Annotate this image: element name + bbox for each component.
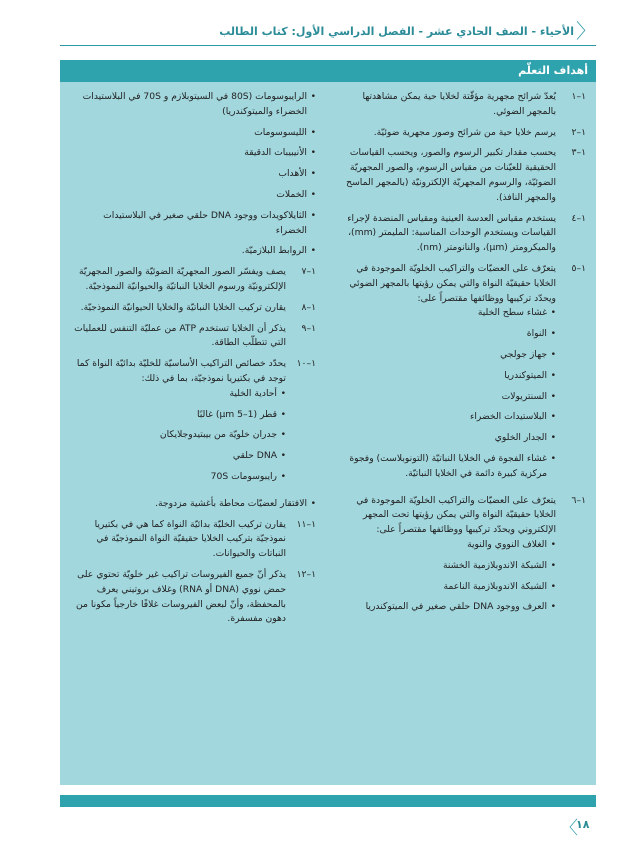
panel-title: أهداف التعلّم [518,64,588,77]
header-divider [60,45,596,46]
list-item: • الأهداب [70,167,316,182]
list-item: • الشبكة الاندوبلازمية الناعمة [336,580,556,595]
objective-number: ١–٢ [571,126,586,138]
objective-number: ١–٨ [301,301,316,313]
list-item: • الأنيبيبات الدقيقة [70,146,316,161]
objective-1-7 [70,265,316,295]
objective-number: ١–٧ [301,266,316,278]
page-header [60,19,596,44]
objective-body [336,494,556,622]
panel-header [60,60,596,82]
objective-text: يحسب مقدار تكبير الرسوم والصور، ويحسب القياسات الحقيقية للعيّنات من مقياس الرسوم، والصور المجهريّة الضوئيّة، والرسوم المجهريّة الإلكترونيّة (بالمجهر الماسح والمجهر النافذ). [346,147,556,203]
bottom-bar [60,795,596,807]
objective-text: يصف ويفسّر الصور المجهريّة الضوئيّة والصور المجهريّة الإلكترونيّة ورسوم الخلايا النباتيّة والحيوانيّة النموذجيّة. [79,266,286,292]
objective-1-9 [70,322,316,352]
objective-1-5 [336,262,586,488]
list-item: • الغلاف النووي والنوية [336,538,556,553]
objective-number: ١–٤ [571,212,586,224]
objective-1-4 [336,212,586,256]
list-item: • الجدار الخلوي [336,431,556,446]
objective-1-10 [70,357,316,491]
chevron-left-icon[interactable]: 〈 [560,818,578,839]
objective-1-3 [336,146,586,205]
list-item: • السنتريولات [336,390,556,405]
list-item: • الليسوسومات [70,126,316,141]
objective-number: ١–١٢ [296,568,316,580]
objective-text: يذكر أنّ جميع الفيروسات تراكيب غير خلويّة تحتوي على حمض نووي (DNA أو RNA) وغلاف بروتيني يعرف بالمحفظة، وأنّ لبعض الفيروسات غلافًا خارجياً مكونا من دهون مفسفرة. [76,568,286,625]
objective-text: يذكر أن الخلايا تستخدم ATP من عمليّة التنفس للعمليات التي تتطلّب الطاقة. [74,322,286,349]
objective-number: ١–١١ [296,518,316,530]
objective-1-8 [70,301,316,316]
objective-1-2 [336,126,586,141]
objective-text: يحدّد خصائص التراكيب الأساسيّة للخليّة بدائيّة النواة كما توجد في بكتيريا نموذجيّة، بما في ذلك: [76,358,286,384]
right-column [336,90,586,627]
list-item: • قطر (1–5 µm) غالبًا [70,408,286,423]
objective-text: يستخدم مقياس العدسة العينية ومقياس المنضدة لإجراء القياسات ويستخدم الوحدات المناسبة: المليمتر (mm)، والميكرومتر (µm)، والنانومتر (nm). [347,212,556,254]
list-item: • الرايبوسومات (80S في السيتوبلازم و 70S في البلاستيدات الخضراء والميتوكندريا) [70,90,316,120]
objective-1-1 [336,90,586,120]
page-footer [560,815,600,839]
objective-number: ١–١٠ [296,358,316,370]
list-item: • البلاستيدات الخضراء [336,410,556,425]
list-item: • الثايلاكويدات ووجود DNA حلقي صغير في البلاستيدات الخضراء [70,209,316,239]
list-item: • الافتقار لعضيّات محاطة بأغشية مزدوجة. [70,497,316,512]
list-item: • DNA حلقي [70,449,286,464]
objective-body [336,262,556,488]
objective-text: يقارن تركيب الخلايا النباتيّة والخلايا الحيوانيّة النموذجيّة. [80,301,286,313]
list-item: • العرف ووجود DNA حلقي صغير في الميتوكندريا [336,600,556,615]
objective-number: ١–٣ [571,147,586,159]
page-number: ١٨ [576,818,590,831]
list-item: • غشاء الفجوة في الخلايا النباتيّة (التونوبلاست) وفجوة مركزية كبيرة دائمة في الخلايا النباتيّة. [336,452,556,482]
list-item: • الخملات [70,188,316,203]
learning-objectives-panel [60,60,596,785]
objective-1-11 [70,518,316,562]
list-item: • الشبكة الاندوبلازمية الخشنة [336,559,556,574]
list-item: • رايبوسومات 70S [70,470,286,485]
objective-1-12 [70,568,316,627]
list-item: • أحادية الخلية [70,387,286,402]
list-item: • النواة [336,327,556,342]
objective-text: يُعدّ شرائح مجهرية مؤقّتة لخلايا حية يمكن مشاهدتها بالمجهر الضوئي. [362,91,556,117]
objective-1-6 [336,494,586,622]
objective-body [70,357,286,491]
list-item: • الميتوكندريا [336,369,556,384]
objective-text: يرسم خلايا حية من شرائح وصور مجهرية ضوئيّة. [373,126,556,138]
objective-text: يتعرّف على العضيّات والتراكيب الخلويّة الموجودة في الخلايا حقيقيّة النواة والتي يمكن رؤيتها بالمجهر الضوئي ويحدّد تركيبها ووظائفها مقتصراً على: [349,262,556,304]
objective-number: ١–٩ [301,322,316,334]
objective-text: يقارن تركيب الخليّة بدائيّة النواة كما هي في بكتيريا نموذجيّة بتركيب الخلايا حقيقيّة النواة النموذجيّة في النباتات والحيوانات. [94,518,286,560]
objective-number: ١–١ [571,91,586,102]
list-item: • جدران خلويّة من بيبتيدوجلايكان [70,428,286,443]
list-item: • الروابط البلازميّة. [70,244,316,259]
chevron-right-icon[interactable]: 〈 [576,19,596,43]
list-item: • غشاء سطح الخلية [336,306,556,321]
left-column [70,90,316,633]
objective-number: ١–٥ [571,262,586,274]
list-item: • جهاز جولجي [336,348,556,363]
objective-text: يتعرّف على العضيّات والتراكيب الخلويّة الموجودة في الخلايا حقيقيّة النواة والتي يمكن رؤيتها تحت المجهر الإلكتروني ويحدّد تركيبها ووظائفها مقتصراً على: [356,494,556,536]
header-title: الأحياء - الصف الحادي عشر - الفصل الدراسي الأول: كتاب الطالب [219,25,574,38]
objective-number: ١–٦ [571,494,586,506]
